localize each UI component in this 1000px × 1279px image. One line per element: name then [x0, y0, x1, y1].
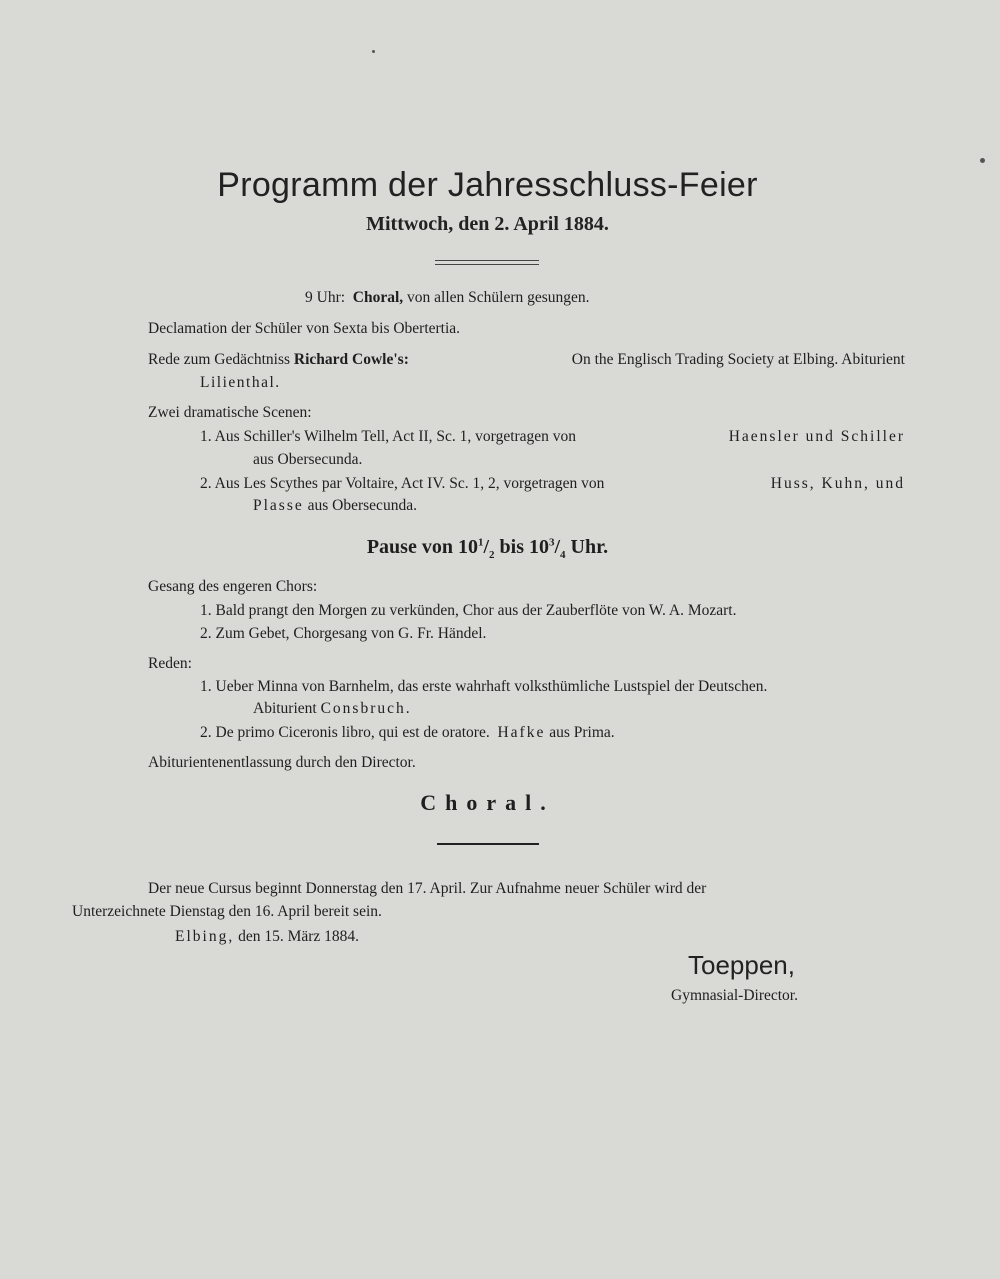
scene-2-cont-name: Plasse: [253, 497, 304, 514]
single-divider: [437, 843, 539, 845]
place-name: Elbing,: [175, 928, 235, 945]
program-line-choral: [305, 289, 590, 307]
double-divider: [435, 260, 539, 265]
scenes-heading: Zwei dramatische Scenen:: [148, 404, 312, 421]
pause-post: Uhr.: [570, 536, 609, 558]
notice-line-1: Der neue Cursus beginnt Donnerstag den 17. April. Zur Aufnahme neuer Schüler wird der: [148, 880, 707, 897]
reden-item-2: [200, 724, 615, 742]
reden-item-1-cont: [253, 700, 412, 718]
signature-title: Gymnasial-Director.: [671, 987, 798, 1004]
time-label: 9 Uhr:: [305, 289, 346, 306]
reden-1-cont-name: Consbruch.: [320, 700, 412, 717]
reden-2-name: Hafke: [497, 724, 546, 741]
scene-1-text: 1. Aus Schiller's Wilhelm Tell, Act II, Sc. 1, vorgetragen von: [200, 428, 577, 445]
page-title: Programm der Jahresschluss-Feier: [217, 166, 758, 204]
reden-2-post: aus Prima.: [549, 724, 615, 741]
choral-event: Choral,: [352, 289, 404, 306]
scene-1-cont: aus Obersecunda.: [253, 451, 363, 468]
choral-rest: von allen Schülern gesungen.: [407, 289, 590, 306]
reden-2-text: 2. De primo Ciceronis libro, qui est de oratore.: [200, 724, 490, 741]
rede-name: Richard Cowle's:: [293, 351, 409, 368]
entlassung-line: Abiturientenentlassung durch den Director.: [148, 754, 416, 771]
rede-cont: Lilienthal.: [200, 374, 281, 391]
reden-1-cont-pre: Abiturient: [253, 700, 317, 717]
chor-item-1: 1. Bald prangt den Morgen zu verkünden, Chor aus der Zauberflöte von W. A. Mozart.: [200, 602, 737, 619]
rede-rest: On the Englisch Trading Society at Elbing. Abiturient: [571, 351, 905, 368]
pause-half-den: 2: [489, 549, 495, 561]
declamation-line: Declamation der Schüler von Sexta bis Obertertia.: [148, 320, 461, 337]
notice-line-2: Unterzeichnete Dienstag den 16. April bereit sein.: [72, 903, 382, 920]
scene-2: [200, 475, 905, 493]
scene-1-names: Haensler und Schiller: [728, 428, 905, 445]
rede-prefix: Rede zum Gedächtniss: [148, 351, 291, 368]
scene-2-cont: [253, 497, 417, 515]
choral-heading: Choral.: [420, 790, 555, 815]
scene-2-cont-text: aus Obersecunda.: [307, 497, 417, 514]
paper-speck: [372, 50, 375, 53]
scene-1: [200, 428, 905, 446]
signature: Toeppen,: [688, 950, 795, 980]
event-date: Mittwoch, den 2. April 1884.: [366, 213, 609, 235]
pause-mid: bis 10: [499, 536, 549, 558]
place-date-text: den 15. März 1884.: [238, 928, 360, 945]
paper-speck: [980, 158, 985, 163]
pause-half-num: 1: [477, 536, 484, 549]
reden-heading: Reden:: [148, 655, 192, 672]
pause-q-num: 3: [548, 536, 555, 549]
place-date: [175, 928, 359, 946]
pause-heading: Pause von $10^1/_2$ bis $10^3/_4$ Uhr.: [366, 536, 609, 561]
pause-pre: Pause von 10: [366, 536, 478, 558]
scene-2-text: 2. Aus Les Scythes par Voltaire, Act IV. Sc. 1, 2, vorgetragen von: [200, 475, 605, 492]
pause-q-den: 4: [560, 549, 566, 561]
reden-item-1: 1. Ueber Minna von Barnhelm, das erste wahrhaft volksthümliche Lustspiel der Deutschen.: [200, 678, 768, 695]
rede-line: [148, 351, 905, 369]
scene-2-names: Huss, Kuhn, und: [770, 475, 905, 492]
chor-item-2: 2. Zum Gebet, Chorgesang von G. Fr. Händel.: [200, 625, 487, 642]
chor-heading: Gesang des engeren Chors:: [148, 578, 318, 595]
